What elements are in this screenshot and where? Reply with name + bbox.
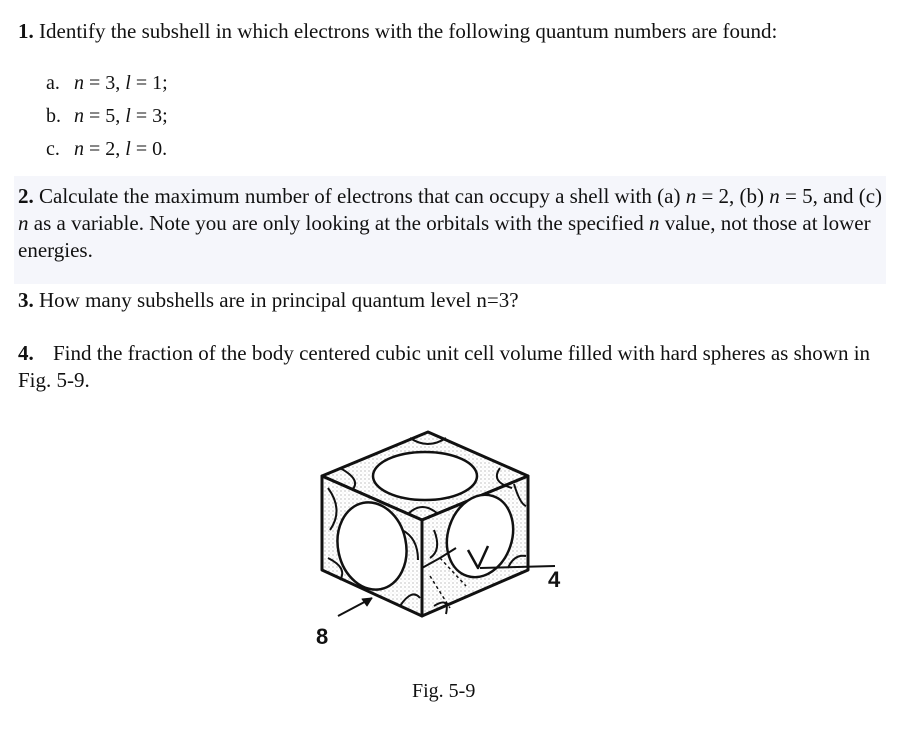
item-l-value: 1 [152,72,163,94]
question-3 [18,287,885,314]
question-2-text: , and (c) [812,184,883,208]
question-1-item-a: a. n = 3, l = 1; [46,72,168,94]
top-face-sphere [373,452,477,500]
bcc-unit-cell-figure [300,418,590,668]
question-4-number: 4. [18,341,34,365]
question-2-n-a: 2 [718,184,730,208]
question-2: 2. Calculate the maximum number of electrons that can occupy a shell with (a) n = 2, (b) n = 5, and (c) n as a variable. Note you are only looking at the orbitals with the specified n value, not those at lower energies. [18,184,883,262]
item-letter: b. [46,105,61,127]
question-4 [18,340,885,394]
question-2-number: 2. [18,184,34,208]
item-end: . [162,138,168,160]
question-2-text: , (b) [729,184,770,208]
question-2-n-b: 5 [802,184,813,208]
question-2-text: as a variable. Note you are only looking at the orbitals with the specified [28,211,649,235]
question-1-text: Identify the subshell in which electrons with the following quantum numbers are found: [39,19,778,43]
item-n-value: 2 [105,138,116,160]
item-letter: a. [46,72,60,94]
question-1-number: 1. [18,19,34,43]
question-1-item-b: b. n = 5, l = 3; [46,105,168,127]
question-2-text: Calculate the maximum number of electrons that can occupy a shell with (a) [39,184,686,208]
figure-caption: Fig. 5-9 [412,680,476,702]
question-3-number: 3. [18,288,34,312]
item-l-value: 3 [152,105,163,127]
question-1 [18,18,885,45]
item-n-value: 3 [105,72,116,94]
question-4-text: Find the fraction of the body centered cubic unit cell volume filled with hard spheres as shown in Fig. 5-9. [18,341,871,392]
question-2-text: value, not those at lower energies. [18,211,871,262]
item-n-value: 5 [105,105,116,127]
item-end: ; [162,72,168,94]
item-l-value: 0 [152,138,163,160]
item-letter: c. [46,138,60,160]
figure-label-8: 8 [316,624,329,649]
item-end: ; [162,105,168,127]
figure-label-4: 4 [548,567,561,592]
question-3-text: How many subshells are in principal quantum level n=3? [39,288,519,312]
question-1-item-c: c. n = 2, l = 0. [46,138,168,160]
